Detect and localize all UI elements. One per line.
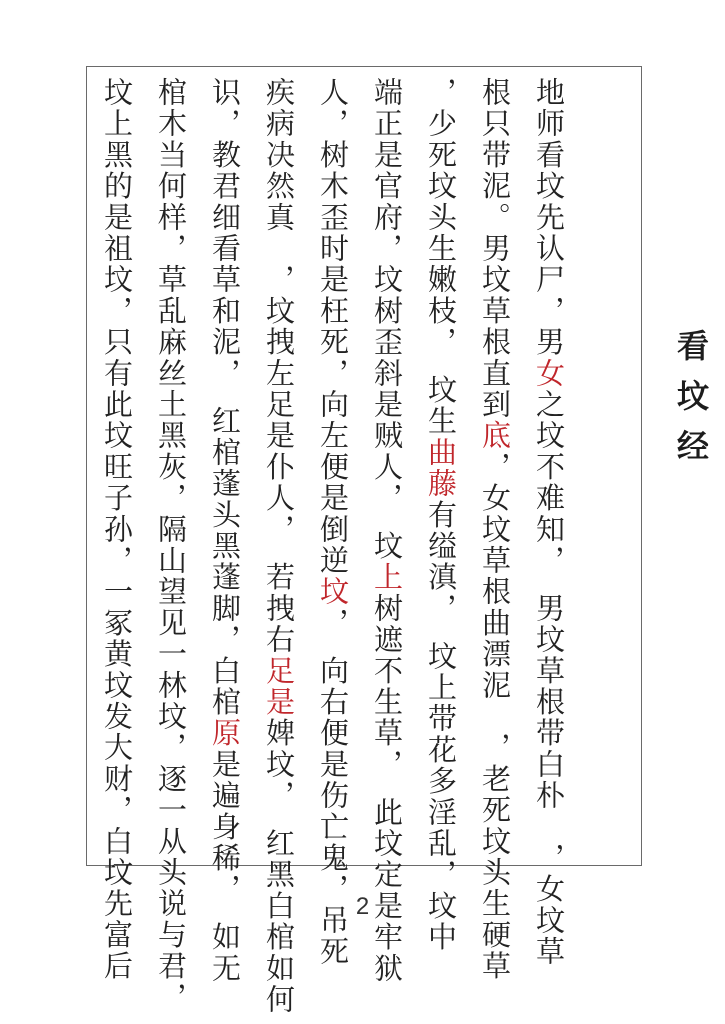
text-segment: 之坟不难知， 男坟草根带白朴 ，女坟草 [532,389,566,968]
text-column [471,77,519,982]
text-segment: 人，树木歪时是枉死，向左便是倒逆 [316,77,350,577]
text-column [363,77,411,985]
page-title: 看坟经 [672,329,710,479]
text-segment: 识，教君细看草和泥， 红棺蓬头黑蓬脚，白棺 [208,77,242,718]
text-segment: ， 向右便是伤亡鬼，吊死 [316,607,350,968]
red-annotation: 底 [478,420,512,452]
text-segment: ，少死坟头生嫩枝， 坟生 [424,77,458,437]
text-segment: 地师看坟先认尸，男 [532,77,566,358]
text-segment: 棺木当何样，草乱麻丝土黑灰，隔山望见一林坟，逐一从头说与君， [154,77,188,1013]
text-segment: 疾病决然真 ，坟拽左足是仆人， 若拽右 [262,77,296,656]
text-segment: ，女坟草根曲漂泥 ，老死坟头生硬草 [478,451,512,982]
text-segment: 树遮不生草， 此坟定是牢狱 [370,592,404,985]
red-annotation: 足是 [262,655,296,718]
text-segment: 婢坟， 红黑白棺如何 [262,717,296,1016]
page-number: 2 [355,893,370,920]
text-segment: 端正是官府，坟树歪斜是贼人， 坟 [370,77,404,562]
text-segment: 有缢滇， 坟上带花多淫乱，坟中 [424,499,458,953]
text-column [93,77,141,982]
text-column [147,77,195,1013]
red-annotation: 原 [208,717,242,749]
text-segment: 坟上黑的是祖坟，只有此坟旺子孙，一冢黄坟发大财，白坟先富后 [100,77,134,982]
text-column [417,77,465,953]
text-frame [86,66,710,1016]
text-column [525,77,573,968]
red-annotation: 上 [370,561,404,593]
text-column [201,77,249,985]
text-column [309,77,357,968]
red-annotation: 坟 [316,576,350,608]
red-annotation: 曲藤 [424,436,458,500]
text-segment: 根只带泥。男坟草根直到 [478,77,512,421]
text-segment: 是遍身稀， 如无 [208,748,242,985]
text-column [255,77,303,1016]
red-annotation: 女 [532,357,566,390]
